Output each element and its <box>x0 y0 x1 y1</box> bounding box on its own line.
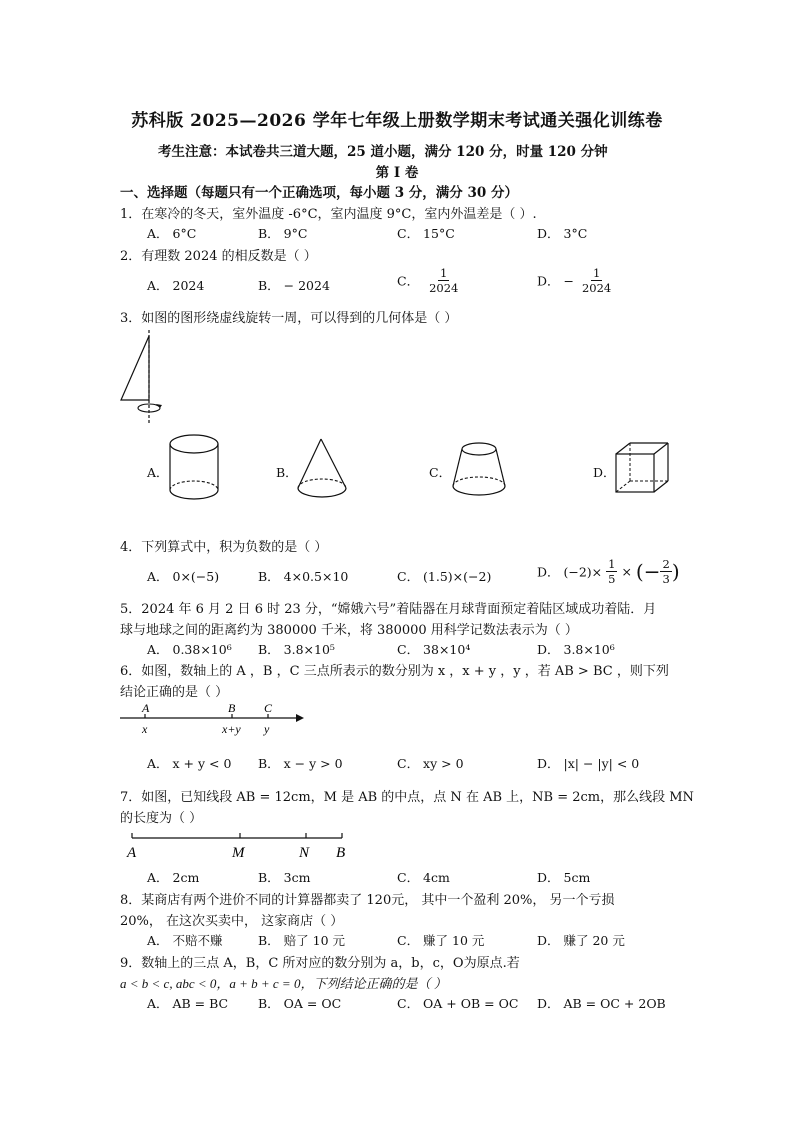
q9-stem-line1: 9．数轴上的三点 A，B，C 所对应的数分别为 a，b，c，O为原点.若 <box>120 956 520 971</box>
q9-stem-line2: a < b < c, abc < 0，a + b + c = 0，下列结论正确的是（ ） <box>120 976 447 991</box>
q2-option-a: A． 2024 <box>147 278 205 293</box>
q4-option-c: C． (1.5)×(−2) <box>397 569 492 584</box>
q5-option-a: A． 0.38×10⁶ <box>147 642 232 657</box>
q1-option-d: D． 3°C <box>537 226 588 241</box>
q7-point-n: N <box>299 845 310 861</box>
q6-value-x-plus-y: x+y <box>222 722 241 736</box>
q6-label-c: C <box>264 701 273 715</box>
q4-option-d: D． (−2)× $\frac{1}{5}$ × (− $\frac{2}{3}$ ) <box>537 557 680 586</box>
q4-fraction-two-thirds: $\frac{2}{3}$ <box>662 557 670 586</box>
frustum-icon <box>448 440 510 504</box>
q7-option-a: A． 2cm <box>147 870 200 885</box>
q5-stem-line2: 球与地球之间的距离约为 380000 千米，将 380000 用科学记数法表示为（ ） <box>120 623 578 638</box>
q8-stem-line1: 8．某商店有两个进价不同的计算器都卖了 120元， 其中一个盈利 20%， 另一个亏损 <box>120 893 615 908</box>
q3-stem: 3．如图的图形绕虚线旋转一周，可以得到的几何体是（ ） <box>120 311 458 326</box>
cone-icon <box>292 436 352 504</box>
q2-option-c-fraction: $\frac{1}{2024}$ <box>429 266 459 295</box>
q3-option-c: C． <box>429 465 452 480</box>
q6-option-d: D． |x| − |y| < 0 <box>537 756 640 771</box>
q2-option-b: B． − 2024 <box>258 278 330 293</box>
q3-option-a: A． <box>147 465 169 480</box>
q2-option-c <box>397 266 458 295</box>
q9-option-a: A． AB = BC <box>147 996 229 1011</box>
q5-option-c: C． 38×10⁴ <box>397 642 471 657</box>
q5-option-d: D． 3.8×10⁶ <box>537 642 615 657</box>
q4-stem: 4．下列算式中，积为负数的是（ ） <box>120 540 328 555</box>
q9-option-b: B． OA = OC <box>258 996 342 1011</box>
q2-option-d-fraction: $\frac{1}{2024}$ <box>581 266 612 295</box>
q6-number-line <box>118 700 308 742</box>
exam-notice: 考生注意：本试卷共三道大题，25 道小题，满分 120 分，时量 120 分钟 <box>158 144 608 160</box>
q6-stem-line2: 结论正确的是（ ） <box>120 685 229 700</box>
q6-value-y: y <box>264 722 270 736</box>
q6-option-c: C． xy > 0 <box>397 756 464 771</box>
volume-label: 第 I 卷 <box>375 165 419 181</box>
exam-title: 苏科版 2025—2026 学年七年级上册数学期末考试通关强化训练卷 <box>131 111 663 131</box>
section-heading: 一、选择题（每题只有一个正确选项，每小题 3 分，满分 30 分） <box>120 185 518 201</box>
q7-point-m: M <box>232 845 245 861</box>
cylinder-icon <box>164 432 224 504</box>
q8-option-a: A． 不赔不赚 <box>147 933 223 948</box>
q8-stem-line2: 20%， 在这次买卖中， 这家商店（ ） <box>120 914 344 929</box>
q7-segment-figure <box>122 828 352 862</box>
cube-icon <box>612 440 672 498</box>
q6-option-b: B． x − y > 0 <box>258 756 343 771</box>
q6-stem-line1: 6．如图，数轴上的 A ，B ，C 三点所表示的数分别为 x ，x + y ，y ，若 AB > BC ，则下列 <box>120 664 669 679</box>
q6-label-a: A <box>142 701 150 715</box>
q7-option-d: D． 5cm <box>537 870 591 885</box>
q7-stem-line2: 的长度为（ ） <box>120 811 203 826</box>
q5-option-b: B． 3.8×10⁵ <box>258 642 335 657</box>
q7-option-b: B． 3cm <box>258 870 311 885</box>
q2-option-c-label: C． <box>397 273 420 289</box>
q7-point-b: B <box>336 845 346 861</box>
q5-stem-line1: 5．2024 年 6 月 2 日 6 时 23 分，“嫦娥六号”着陆器在月球背面预定着陆区域成功着陆．月 <box>120 602 657 617</box>
q1-option-b: B． 9°C <box>258 226 308 241</box>
q7-stem-line1: 7．如图，已知线段 AB = 12cm，M 是 AB 的中点，点 N 在 AB 上，NB = 2cm，那么线段 MN <box>120 790 694 805</box>
q8-option-b: B． 赔了 10 元 <box>258 933 346 948</box>
q8-option-c: C． 赚了 10 元 <box>397 933 485 948</box>
q4-fraction-one-fifth: $\frac{1}{5}$ <box>608 557 616 586</box>
q8-option-d: D． 赚了 20 元 <box>537 933 625 948</box>
q6-value-x: x <box>142 722 148 736</box>
q7-point-a: A <box>127 845 137 861</box>
q1-option-a: A． 6°C <box>147 226 197 241</box>
q3-option-b: B． <box>276 465 298 480</box>
q4-option-b: B． 4×0.5×10 <box>258 569 349 584</box>
q2-option-d-label: D． − <box>537 273 574 289</box>
q6-option-a: A． x + y < 0 <box>147 756 232 771</box>
rotation-triangle-figure <box>112 328 172 428</box>
q3-option-d: D． <box>593 465 616 480</box>
q4-option-a: A． 0×(−5) <box>147 569 220 584</box>
q6-label-b: B <box>228 701 236 715</box>
q2-stem: 2．有理数 2024 的相反数是（ ） <box>120 249 317 264</box>
q9-option-d: D． AB = OC + 2OB <box>537 996 666 1011</box>
q7-option-c: C． 4cm <box>397 870 450 885</box>
q1-option-c: C． 15°C <box>397 226 455 241</box>
q1-stem: 1．在寒冷的冬天，室外温度 -6°C，室内温度 9°C，室内外温差是（ ）. <box>120 207 537 222</box>
q9-option-c: C． OA + OB = OC <box>397 996 519 1011</box>
q2-option-d <box>537 266 611 295</box>
